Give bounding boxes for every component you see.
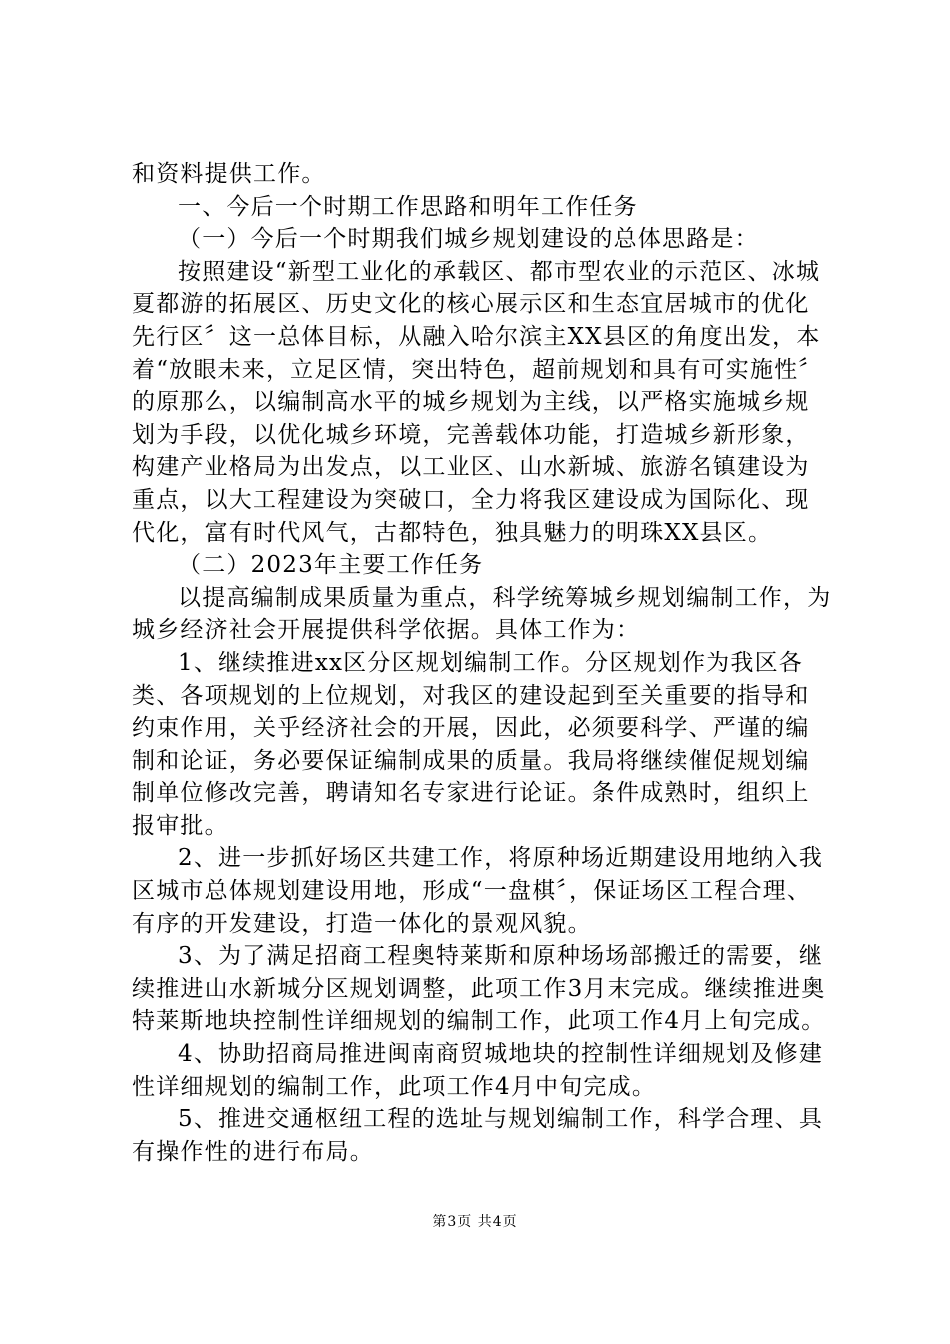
list-item: 3、为了满足招商工程奥特莱斯和原种场场部搬迁的需要，继续推进山水新城分区规划调整，此项工作3月末完成。继续推进奥特莱斯地块控制性详细规划的编制工作，此项工作4月上旬完成。	[132, 943, 826, 1035]
list-item: 1、继续推进xx区分区规划编制工作。分区规划作为我区各类、各项规划的上位规划，对我区的建设起到至关重要的指导和约束作用，关乎经济社会的开展，因此，必须要科学、严谨的编制和论证，务必要保证编制成果的质量。我局将继续催促规划编制单位修改完善，聘请知名专家进行论证。条件成熟时，组织上报审批。	[132, 649, 810, 839]
subsection-heading: （二）2023年主要工作任务	[178, 552, 484, 579]
section-heading: 一、今后一个时期工作思路和明年工作任务	[178, 193, 638, 220]
document-body	[132, 158, 832, 1168]
list-item: 5、推进交通枢纽工程的选址与规划编制工作，科学合理、具有操作性的进行布局。	[132, 1106, 824, 1165]
paragraph: 以提高编制成果质量为重点，科学统筹城乡规划编制工作，为城乡经济社会开展提供科学依据。具体工作为：	[132, 584, 832, 644]
list-item: 2、进一步抓好场区共建工作，将原种场近期建设用地纳入我区城市总体规划建设用地，形成“一盘棋〞，保证场区工程合理、有序的开发建设，打造一体化的景观风貌。	[132, 845, 824, 937]
page-number: 第3页 共4页	[432, 1214, 518, 1230]
subsection-heading: （一）今后一个时期我们城乡规划建设的总体思路是：	[178, 226, 759, 253]
page-footer	[0, 1212, 950, 1232]
list-item: 4、协助招商局推进闽南商贸城地块的控制性详细规划及修建性详细规划的编制工作，此项工作4月中旬完成。	[132, 1041, 824, 1100]
paragraph: 按照建设“新型工业化的承载区、都市型农业的示范区、冰城夏都游的拓展区、历史文化的核心展示区和生态宜居城市的优化先行区〞这一总体目标，从融入哈尔滨主XX县区的角度出发，本着“放眼未来，立足区情，突出特色，超前规划和具有可实施性〞的原那么，以编制高水平的城乡规划为主线，以严格实施城乡规划为手段，以优化城乡环境，完善载体功能，打造城乡新形象，构建产业格局为出发点，以工业区、山水新城、旅游名镇建设为重点，以大工程建设为突破口，全力将我区建设成为国际化、现代化，富有时代风气，古都特色，独具魅力的明珠XX县区。	[132, 258, 823, 546]
paragraph: 和资料提供工作。	[132, 161, 326, 187]
